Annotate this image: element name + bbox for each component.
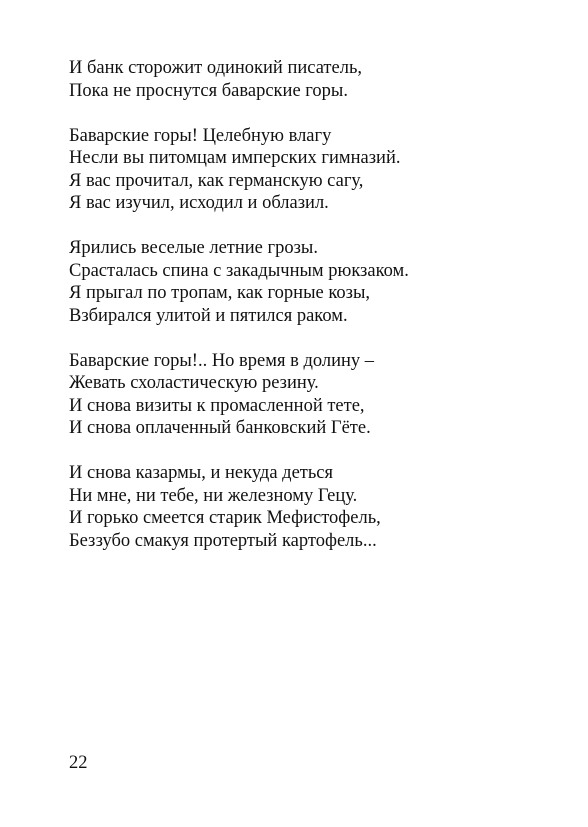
poem-line: Я вас прочитал, как германскую сагу, (69, 170, 364, 191)
poem-line: Я вас изучил, исходил и облазил. (69, 193, 329, 213)
stanza-3 (69, 237, 549, 327)
poem-line: Я прыгал по тропам, как горные козы, (69, 283, 371, 303)
poem-line: Взбирался улитой и пятился раком. (69, 305, 348, 326)
poem-line: Беззубо смакуя протертый картофель... (69, 530, 377, 551)
poem-line: И снова визиты к промасленной тете, (69, 395, 365, 416)
stanza-1 (69, 57, 549, 102)
stanza-4 (69, 350, 549, 440)
poem-line: Жевать схоластическую резину. (69, 373, 319, 393)
stanza-5 (69, 462, 549, 552)
poem-line: И снова оплаченный банковский Гёте. (69, 418, 371, 438)
poem-line: Ни мне, ни тебе, ни железному Гецу. (69, 485, 358, 506)
poem-line: Ярились веселые летние грозы. (69, 238, 318, 258)
poem-line: Баварские горы! Целебную влагу (69, 125, 332, 146)
poem-line: Несли вы питомцам имперских гимназий. (69, 148, 401, 168)
poem-line: И банк сторожит одинокий писатель, (69, 58, 363, 78)
poem-line: Пока не проснутся баварские горы. (69, 80, 348, 101)
stanza-2 (69, 125, 549, 215)
poem-line: Срасталась спина с закадычным рюкзаком. (69, 260, 409, 281)
poem-line: Баварские горы!.. Но время в долину – (69, 350, 375, 371)
poem-line: И снова казармы, и некуда деться (69, 463, 334, 483)
poem (69, 57, 549, 575)
page-number: 22 (69, 753, 88, 773)
poem-line: И горько смеется старик Мефистофель, (69, 508, 381, 528)
